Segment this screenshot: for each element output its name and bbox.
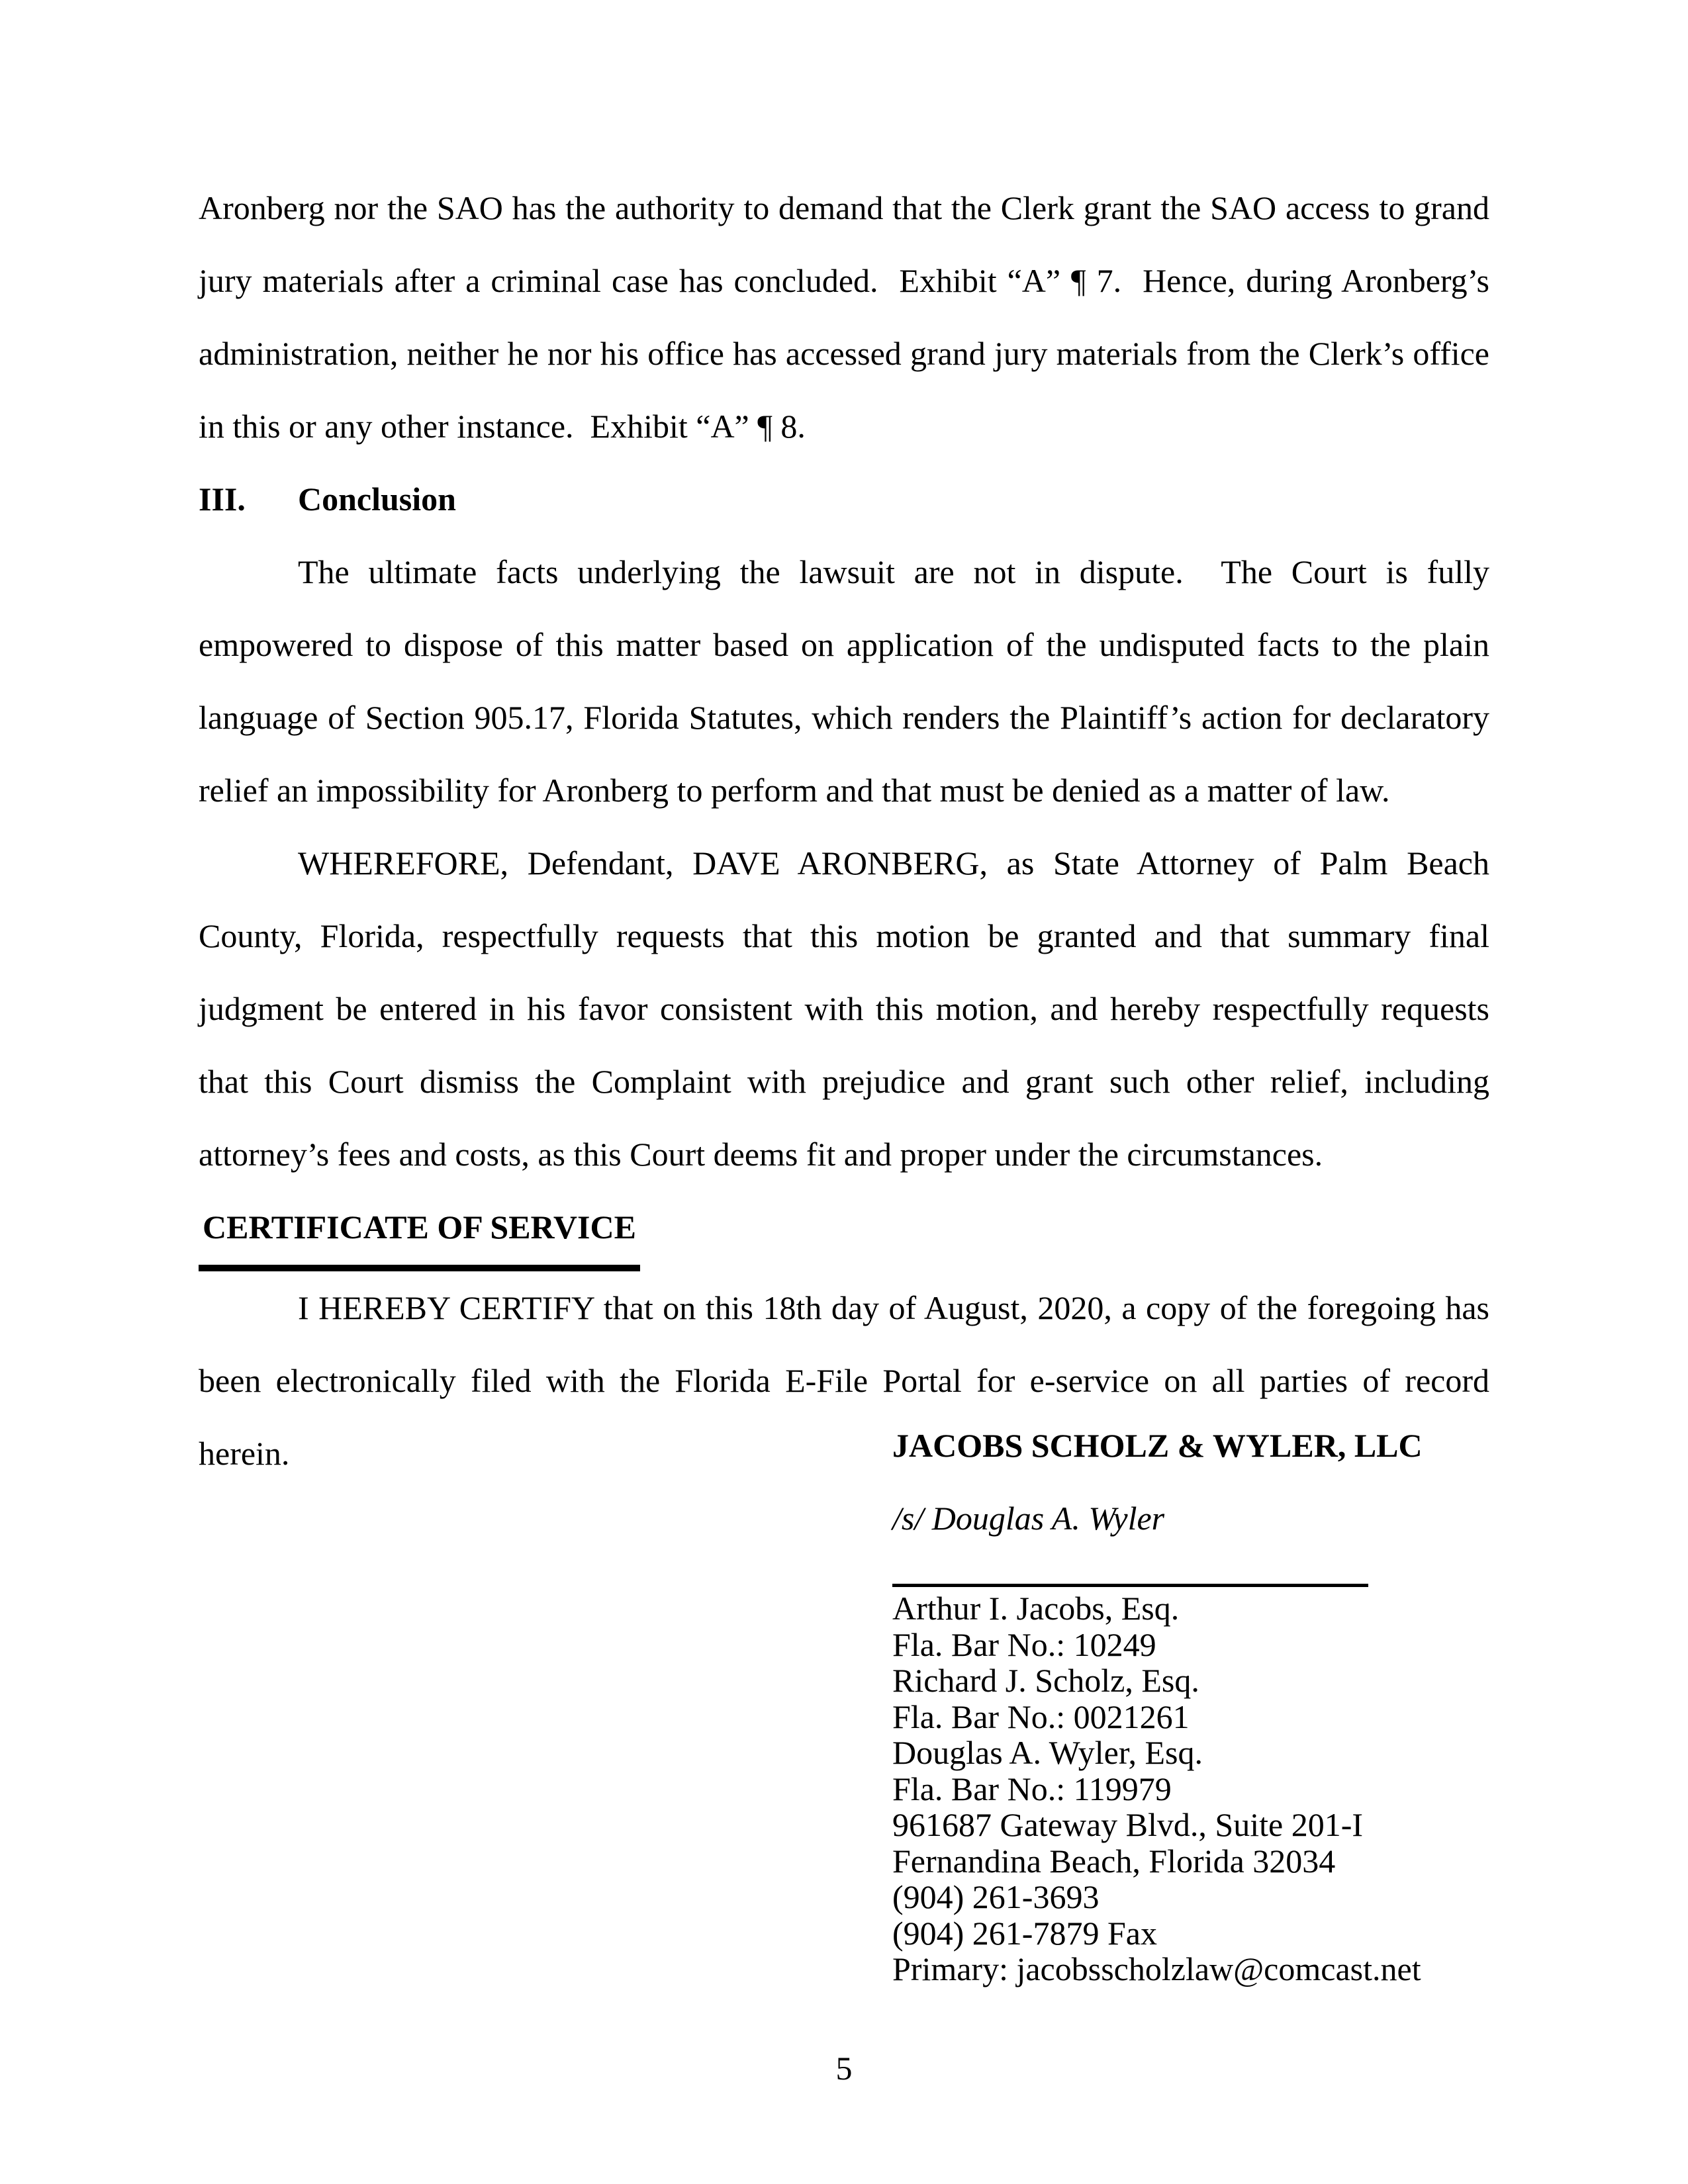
body-paragraph-3: WHEREFORE, Defendant, DAVE ARONBERG, as State Attorney of Palm Beach County, Florida, respectfully requests that this motion be granted and that summary final judgment be entered in his favor consistent with this motion, and hereby respectfully requests that this Court dismiss the Complaint with prejudice and grant such other relief, including attorney’s fees and costs, as this Court deems fit and proper under the circumstances. bbox=[199, 844, 1498, 1173]
electronic-signature: /s/ Douglas A. Wyler bbox=[892, 1500, 1165, 1537]
attorney-bar-number: Fla. Bar No.: 10249 bbox=[892, 1625, 1156, 1663]
attorney-name: Richard J. Scholz, Esq. bbox=[892, 1662, 1199, 1699]
phone-number: (904) 261-3693 bbox=[892, 1878, 1100, 1915]
certificate-of-service-heading bbox=[199, 1191, 1489, 1271]
page-number: 5 bbox=[835, 2050, 853, 2087]
section-heading-number: III. bbox=[199, 480, 246, 518]
attorney-name: Douglas A. Wyler, Esq. bbox=[892, 1734, 1203, 1771]
body-paragraph-1: Aronberg nor the SAO has the authority to demand that the Clerk grant the SAO access to grand jury materials after a criminal case has concluded. Exhibit “A” ¶ 7. Hence, during Aronberg’s administration, neither he nor his office has accessed grand jury materials from the Clerk’s office in this or any other instance. Exhibit “A” ¶ 8. bbox=[199, 189, 1498, 445]
document-body bbox=[199, 171, 1498, 1490]
section-heading-conclusion bbox=[199, 463, 1489, 535]
attorney-address-block bbox=[892, 1590, 1554, 1987]
attorney-name: Arthur I. Jacobs, Esq. bbox=[892, 1590, 1180, 1627]
law-firm-name: JACOBS SCHOLZ & WYLER, LLC bbox=[892, 1427, 1423, 1464]
signature-line-rule bbox=[892, 1584, 1368, 1587]
attorney-bar-number: Fla. Bar No.: 0021261 bbox=[892, 1698, 1190, 1735]
city-state-zip: Fernandina Beach, Florida 32034 bbox=[892, 1842, 1336, 1880]
certificate-of-service-paragraph: I HEREBY CERTIFY that on this 18th day of August, 2020, a copy of the foregoing has been electronically filed with the Florida E-File Portal for e-service on all parties of record herein. bbox=[199, 1289, 1498, 1472]
street-address: 961687 Gateway Blvd., Suite 201-I bbox=[892, 1806, 1364, 1843]
fax-number: (904) 261-7879 Fax bbox=[892, 1914, 1157, 1952]
section-heading-title: Conclusion bbox=[298, 480, 456, 518]
certificate-of-service-heading-text: CERTIFICATE OF SERVICE bbox=[199, 1191, 640, 1271]
attorney-bar-number: Fla. Bar No.: 119979 bbox=[892, 1770, 1172, 1807]
signature-block bbox=[892, 1409, 1554, 1987]
body-paragraph-2: The ultimate facts underlying the lawsuit are not in dispute. The Court is fully empowered to dispose of this matter based on application of the undisputed facts to the plain language of Section 905.17, Florida Statutes, which renders the Plaintiff’s action for declaratory relief an impossibility for Aronberg to perform and that must be denied as a matter of law. bbox=[199, 553, 1498, 809]
email-address: Primary: jacobsscholzlaw@comcast.net bbox=[892, 1950, 1421, 1987]
